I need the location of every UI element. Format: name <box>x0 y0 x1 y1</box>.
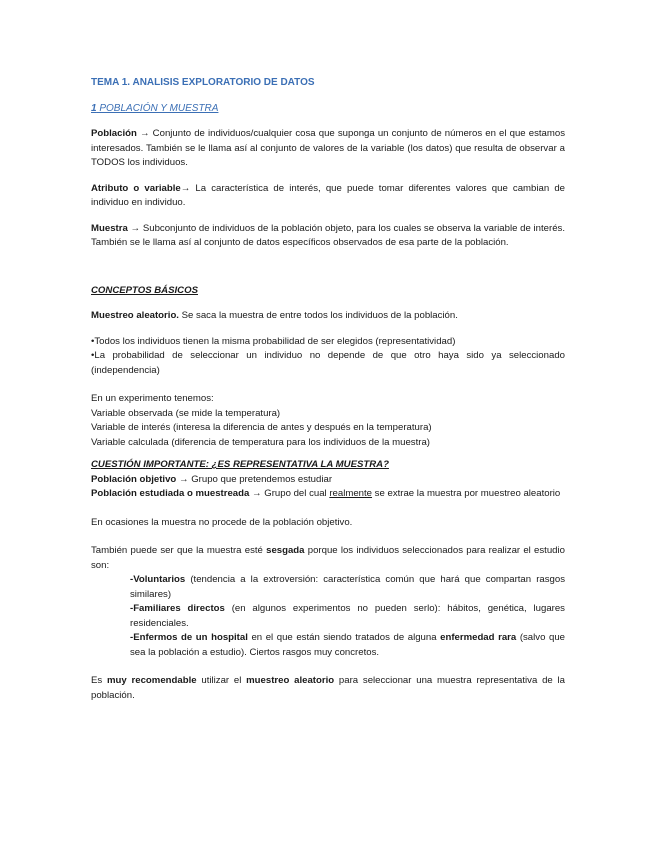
term-atributo: Atributo o variable <box>91 182 181 194</box>
term-enfermos: -Enfermos de un hospital <box>130 632 248 643</box>
document-page <box>91 76 565 703</box>
definition-poblacion-objetivo-text: → Grupo que pretendemos estudiar <box>176 473 333 485</box>
underlined-realmente: realmente <box>329 488 373 499</box>
definition-poblacion-objetivo <box>91 473 565 488</box>
section-heading-text: POBLACIÓN Y MUESTRA <box>96 102 219 114</box>
list-item-familiares <box>91 602 565 631</box>
list-item-familiares-text: (en algunos experimentos no pueden serlo): hábitos, genética, lugares residenciales. <box>130 603 565 629</box>
list-item-enfermos-text-b: (salvo que sea la población a estudio). Ciertos rasgos muy concretos. <box>130 632 565 658</box>
term-muestra: Muestra <box>91 222 128 234</box>
term-poblacion-estudiada: Población estudiada o muestreada <box>91 488 250 499</box>
experimento-line-observada: Variable observada (se mide la temperatura) <box>91 407 281 419</box>
section-number: 1 <box>91 102 97 114</box>
term-sesgada: sesgada <box>266 545 305 556</box>
section-heading-cuestion: CUESTIÓN IMPORTANTE: ¿ES REPRESENTATIVA LA MUESTRA? <box>91 459 389 470</box>
paragraph-sesgada-text-b: porque los individuos seleccionados para realizar el estudio son: <box>91 545 565 571</box>
definition-muestreo <box>91 309 565 324</box>
term-muy-recomendable: muy recomendable <box>107 675 197 686</box>
term-enfermedad-rara: enfermedad rara <box>440 632 517 643</box>
paragraph-recomendable-text-c: para seleccionar una muestra representativa de la población. <box>91 675 565 701</box>
term-familiares: -Familiares directos <box>130 603 225 614</box>
paragraph-recomendable-text-a: Es <box>91 675 107 686</box>
paragraph-sesgada-text-a: También puede ser que la muestra esté <box>91 545 267 556</box>
definition-muestra <box>91 222 565 251</box>
paragraph-sesgada <box>91 544 565 573</box>
definition-poblacion <box>91 127 565 171</box>
section-heading-conceptos: CONCEPTOS BÁSICOS <box>91 284 198 296</box>
document-title: TEMA 1. ANALISIS EXPLORATORIO DE DATOS <box>91 77 315 88</box>
paragraph-ocasiones: En ocasiones la muestra no procede de la población objetivo. <box>91 516 353 528</box>
definition-poblacion-text: → Conjunto de individuos/cualquier cosa que suponga un conjunto de números en el que estamos interesados. También se le llama así al conjunto de valores de la variable (los datos) que resulta de observar a TODOS los individuos. <box>91 128 565 168</box>
list-item-voluntarios <box>91 573 565 602</box>
definition-poblacion-estudiada-text-b: se extrae la muestra por muestreo aleatorio <box>372 488 561 499</box>
paragraph-recomendable-text-b: utilizar el <box>196 675 247 686</box>
term-poblacion-objetivo: Población objetivo <box>91 473 177 485</box>
definition-poblacion-estudiada <box>91 487 565 502</box>
term-poblacion: Población <box>91 128 137 139</box>
definition-poblacion-estudiada-text-a: → Grupo del cual <box>249 488 330 499</box>
section-heading-poblacion-muestra <box>91 102 565 117</box>
list-item-enfermos <box>91 631 565 660</box>
list-item-enfermos-text-a: en el que están siendo tratados de alguna <box>247 632 441 643</box>
term-muestreo: Muestreo aleatorio. <box>91 310 179 321</box>
bullet-independencia: •La probabilidad de seleccionar un individuo no depende de que otro haya sido ya seleccionado (independencia) <box>91 350 565 376</box>
definition-atributo-text: → La característica de interés, que puede tomar diferentes valores que cambian de individuo en individuo. <box>91 182 565 208</box>
definition-muestreo-text: Se saca la muestra de entre todos los individuos de la población. <box>178 310 458 321</box>
definition-atributo <box>91 182 565 211</box>
list-item-voluntarios-text: (tendencia a la extroversión: característica común que hará que compartan rasgos similares) <box>130 574 565 600</box>
term-voluntarios: -Voluntarios <box>130 574 186 585</box>
paragraph-recomendable <box>91 674 565 703</box>
definition-muestra-text: → Subconjunto de individuos de la población objeto, para los cuales se observa la variable de interés. También se le llama así al conjunto de datos específicos observados de esa parte de la población. <box>91 222 565 248</box>
experimento-intro: En un experimento tenemos: <box>91 393 214 404</box>
experimento-line-calculada: Variable calculada (diferencia de temperatura para los individuos de la muestra) <box>91 436 430 448</box>
bullet-representatividad: •Todos los individuos tienen la misma probabilidad de ser elegidos (representatividad) <box>91 335 456 347</box>
term-muestreo-aleatorio: muestreo aleatorio <box>246 675 335 686</box>
experimento-line-interes: Variable de interés (interesa la diferencia de antes y después en la temperatura) <box>91 422 432 433</box>
